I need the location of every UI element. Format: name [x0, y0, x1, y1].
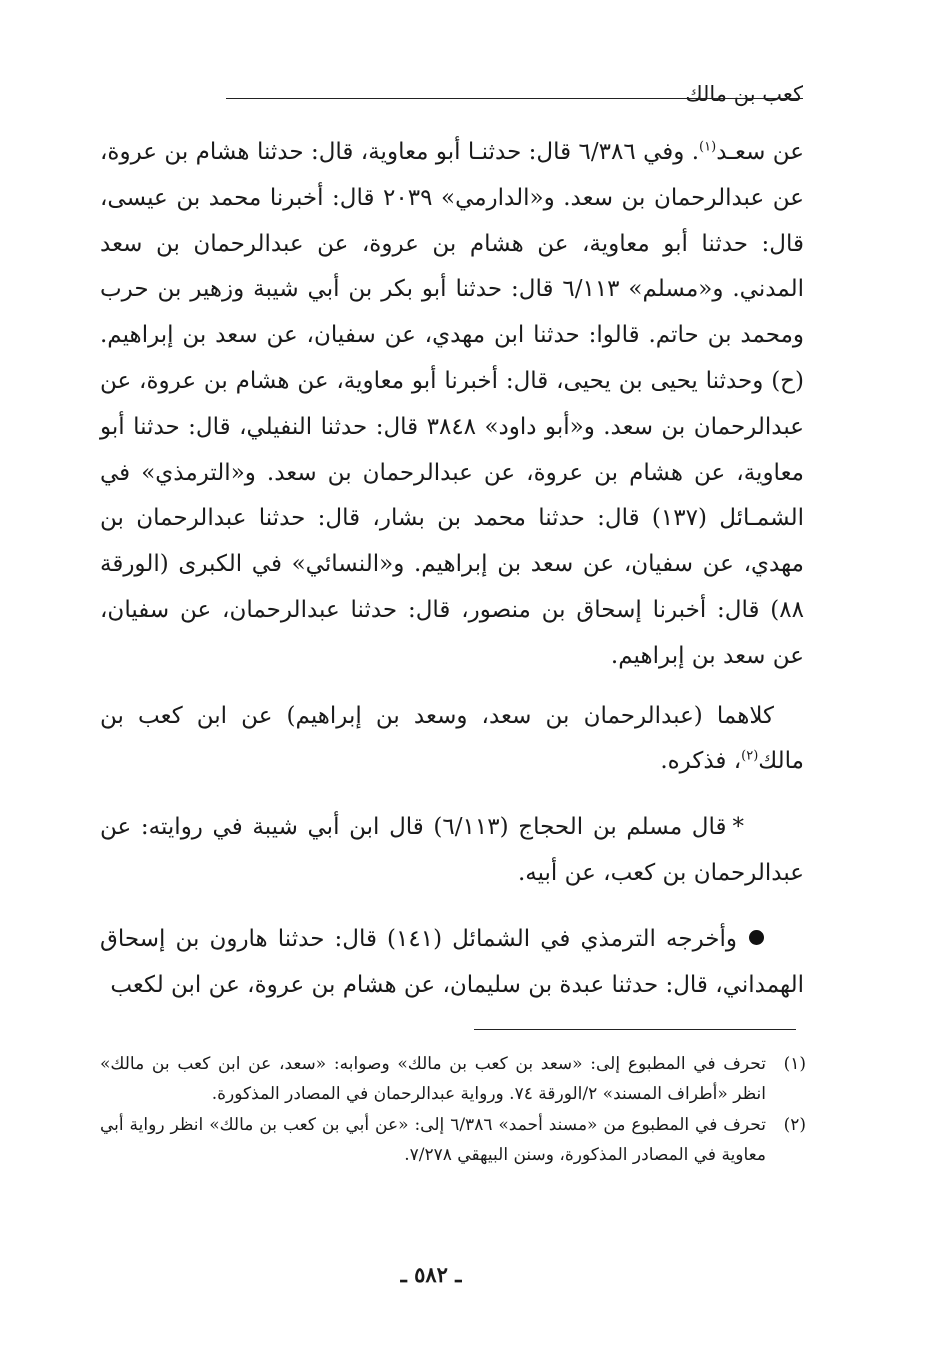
- bullet-dot-icon: [749, 930, 764, 945]
- footnote-item: [100, 1111, 806, 1170]
- footnote-item: [100, 1050, 806, 1109]
- asterisk-marker: *: [732, 814, 744, 841]
- paragraph-muslim-text: قال مسلم بن الحجاج (٦/١١٣) قال ابن أبي شيبة في روايته: عن عبدالرحمان بن كعب، عن أبيه.: [100, 814, 804, 886]
- footnotes: [100, 1050, 806, 1172]
- footnote-rule: [474, 1029, 796, 1030]
- paragraph-tirmidhi-text: وأخرجه الترمذي في الشمائل (١٤١) قال: حدثنا هارون بن إسحاق الهمداني، قال: حدثنا عبدة بن سليمان، عن هشام بن عروة، عن ابن لكعب: [100, 925, 804, 998]
- footnote-ref-1[interactable]: (١): [699, 139, 717, 155]
- paragraph-muslim-note: [100, 805, 804, 897]
- paragraph-tirmidhi: [100, 917, 804, 1009]
- header-rule: [226, 98, 803, 99]
- paragraph-both-text: كلاهما (عبدالرحمان بن سعد، وسعد بن إبراهيم) عن ابن كعب بن مالك: [100, 702, 804, 775]
- footnote-number: (١): [783, 1054, 806, 1074]
- footnote-number: (٢): [783, 1115, 806, 1135]
- paragraph-both: [100, 694, 804, 786]
- paragraph-both-rest: ، فذكره.: [660, 748, 742, 775]
- running-head-title: كعب بن مالك: [685, 82, 803, 106]
- paragraph-sources-rest: . وفي ٦/٣٨٦ قال: حدثنـا أبو معاوية، قال: حدثنا هشام بن عروة، عن عبدالرحمان بن سعد. و«الدارمي» ٢٠٣٩ قال: أخبرنا محمد بن عيسى، قال: حدثنا أبو معاوية، عن هشام بن عروة، عن عبدالرحمان بن سعد المدني. و«مسلم» ٦/١١٣ قال: حدثنا أبو بكر بن أبي شيبة وزهير بن حرب ومحمد بن حاتم. قالوا: حدثنا ابن مهدي، عن سفيان، عن سعد بن إبراهيم. (ح) وحدثنا يحيى بن يحيى، قال: أخبرنا أبو معاوية، عن هشام بن عروة، عن عبدالرحمان بن سعد. و«أبو داود» ٣٨٤٨ قال: حدثنا النفيلي، قال: حدثنا أبو معاوية، عن هشام بن عروة، عن عبدالرحمان بن سعد. و«الترمذي» في الشمـائل (١٣٧) قال: حدثنا محمد بن بشار، قال: حدثنا عبدالرحمان بن مهدي، عن سفيان، عن سعد بن إبراهيم. و«النسائي» في الكبرى (الورقة ٨٨) قال: أخبرنا إسحاق بن منصور، قال: حدثنا عبدالرحمان، عن سفيان، عن سعد بن إبراهيم.: [100, 139, 805, 669]
- footnote-text: تحرف في المطبوع من «مسند أحمد» ٦/٣٨٦ إلى: «عن أبي بن كعب بن مالك» انظر رواية أبي معاوية في المصادر المذكورة، وسنن البيهقي ٧/٢٧٨.: [100, 1115, 766, 1165]
- paragraph-sources: [100, 130, 804, 680]
- paragraph-sources-start: عن سعـد: [716, 139, 804, 165]
- footnote-ref-2[interactable]: (٢): [741, 748, 759, 764]
- footnote-text: تحرف في المطبوع إلى: «سعد بن كعب بن مالك» وصوابه: «سعد، عن ابن كعب بن مالك» انظر «أطراف المسند» ٢/الورقة ٧٤. ورواية عبدالرحمان في المصادر المذكورة.: [100, 1054, 766, 1104]
- page-number: ـ ٥٨٢ ـ: [400, 1262, 462, 1287]
- main-text: [100, 130, 804, 1008]
